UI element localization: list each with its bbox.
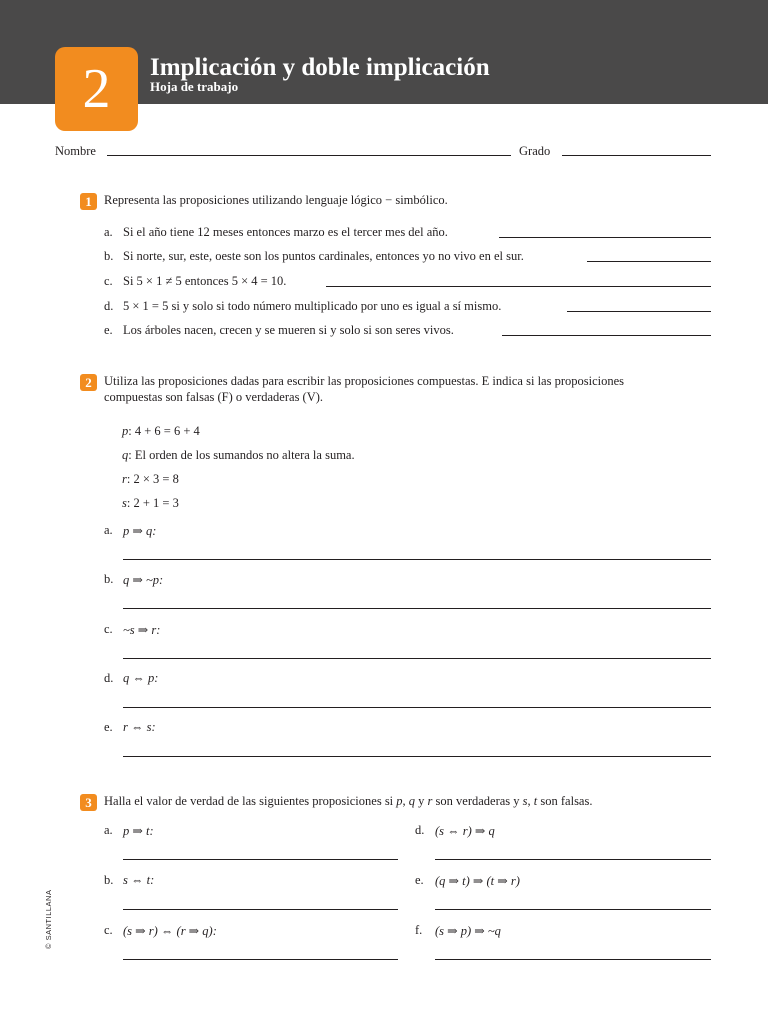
ex1-item-text: Los árboles nacen, crecen y se mueren si y solo si son seres vivos. bbox=[123, 323, 454, 337]
ex3-item-expression: (q ⇒ t) ⇒ (t ⇒ r) bbox=[435, 874, 520, 888]
ex2-answer-line[interactable] bbox=[123, 608, 711, 609]
ex2-item-letter: b. bbox=[104, 572, 114, 586]
ex1-answer-line[interactable] bbox=[587, 261, 711, 262]
ex2-answer-line[interactable] bbox=[123, 707, 711, 708]
page-title: Implicación y doble implicación bbox=[150, 54, 490, 81]
ex3-item-expression: (s ⇒ p) ⇒ ~q bbox=[435, 924, 501, 938]
ex1-item-letter: a. bbox=[104, 225, 113, 239]
ex3-item-expression: (s ⇒ r) ⇔ (r ⇒ q): bbox=[123, 924, 217, 938]
ex2-item-letter: c. bbox=[104, 622, 113, 636]
proposition-r: r: 2 × 3 = 8 bbox=[122, 472, 179, 486]
ex3-answer-line[interactable] bbox=[435, 909, 711, 910]
ex3-item-letter: c. bbox=[104, 923, 113, 937]
ex3-answer-line[interactable] bbox=[123, 909, 398, 910]
ex3-item-letter: d. bbox=[415, 823, 425, 837]
grade-label: Grado bbox=[519, 144, 551, 158]
exercise-2-number: 2 bbox=[80, 374, 97, 391]
copyright-notice: © SANTILLANA bbox=[44, 889, 53, 949]
ex2-answer-line[interactable] bbox=[123, 658, 711, 659]
ex1-item-text: Si el año tiene 12 meses entonces marzo es el tercer mes del año. bbox=[123, 225, 448, 239]
ex2-item-expression: r ⇔ s: bbox=[123, 720, 156, 734]
ex3-answer-line[interactable] bbox=[123, 959, 398, 960]
ex2-item-letter: e. bbox=[104, 720, 113, 734]
chapter-number-badge: 2 bbox=[55, 47, 138, 131]
ex1-item-text: Si norte, sur, este, oeste son los puntos cardinales, entonces yo no vivo en el sur. bbox=[123, 249, 524, 263]
ex1-item-text: 5 × 1 = 5 si y solo si todo número multiplicado por uno es igual a sí mismo. bbox=[123, 299, 502, 313]
ex3-item-letter: f. bbox=[415, 923, 423, 937]
ex1-item-letter: d. bbox=[104, 299, 114, 313]
name-field[interactable] bbox=[107, 155, 511, 156]
exercise-3-instruction: Halla el valor de verdad de las siguientes proposiciones si p, q y r son verdaderas y s, t son falsas. bbox=[104, 794, 593, 808]
name-label: Nombre bbox=[55, 144, 96, 158]
ex3-item-expression: p ⇒ t: bbox=[123, 824, 154, 838]
ex3-answer-line[interactable] bbox=[435, 859, 711, 860]
ex2-item-letter: a. bbox=[104, 523, 113, 537]
exercise-2-instruction-line2: compuestas son falsas (F) o verdaderas (V). bbox=[104, 390, 324, 404]
ex1-item-letter: e. bbox=[104, 323, 113, 337]
ex3-item-expression: s ⇔ t: bbox=[123, 873, 155, 887]
ex2-item-letter: d. bbox=[104, 671, 114, 685]
ex2-item-expression: ~s ⇒ r: bbox=[123, 623, 161, 637]
exercise-2-instruction-line1: Utiliza las proposiciones dadas para escribir las proposiciones compuestas. E indica si las proposiciones bbox=[104, 374, 625, 388]
ex3-item-letter: b. bbox=[104, 873, 114, 887]
ex2-item-expression: q ⇒ ~p: bbox=[123, 573, 164, 587]
ex3-answer-line[interactable] bbox=[435, 959, 711, 960]
ex2-item-expression: p ⇒ q: bbox=[123, 524, 157, 538]
ex1-answer-line[interactable] bbox=[502, 335, 711, 336]
ex3-answer-line[interactable] bbox=[123, 859, 398, 860]
ex2-answer-line[interactable] bbox=[123, 559, 711, 560]
ex3-item-letter: e. bbox=[415, 873, 424, 887]
ex2-item-expression: q ⇔ p: bbox=[123, 671, 159, 685]
ex3-item-expression: (s ⇔ r) ⇒ q bbox=[435, 824, 495, 838]
grade-field[interactable] bbox=[562, 155, 711, 156]
exercise-1-number: 1 bbox=[80, 193, 97, 210]
ex1-item-letter: c. bbox=[104, 274, 113, 288]
ex2-answer-line[interactable] bbox=[123, 756, 711, 757]
page-subtitle: Hoja de trabajo bbox=[150, 79, 239, 94]
ex1-answer-line[interactable] bbox=[567, 311, 711, 312]
ex1-item-text: Si 5 × 1 ≠ 5 entonces 5 × 4 = 10. bbox=[123, 274, 287, 288]
ex1-answer-line[interactable] bbox=[499, 237, 711, 238]
proposition-q: q: El orden de los sumandos no altera la suma. bbox=[122, 448, 355, 462]
proposition-s: s: 2 + 1 = 3 bbox=[122, 496, 179, 510]
ex1-answer-line[interactable] bbox=[326, 286, 711, 287]
exercise-1-instruction: Representa las proposiciones utilizando lenguaje lógico − simbólico. bbox=[104, 193, 448, 207]
ex3-item-letter: a. bbox=[104, 823, 113, 837]
exercise-3-number: 3 bbox=[80, 794, 97, 811]
proposition-p: p: 4 + 6 = 6 + 4 bbox=[122, 424, 200, 438]
ex1-item-letter: b. bbox=[104, 249, 114, 263]
